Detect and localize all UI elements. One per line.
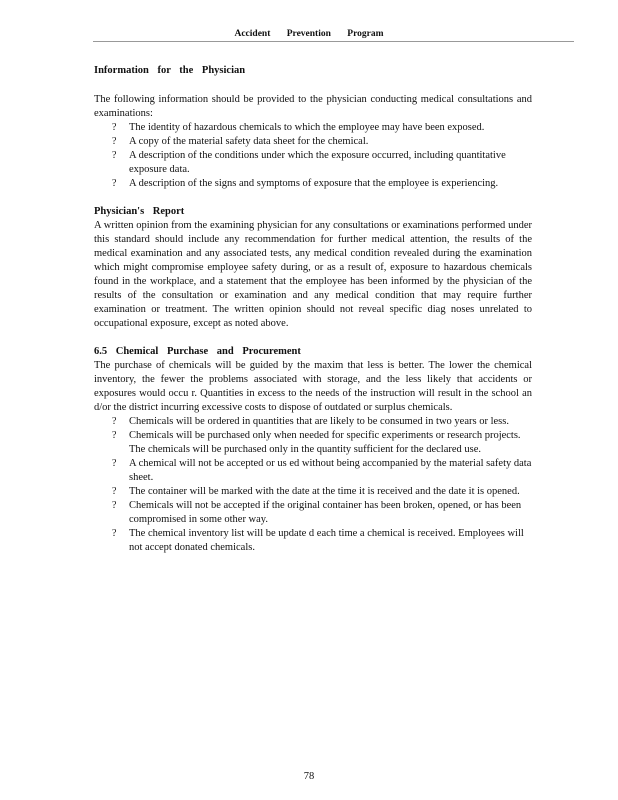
section-intro: The following information should be provided to the physician conducting medical consultations and examinations: — [94, 94, 532, 119]
section-heading: Physician's Report — [94, 206, 185, 217]
page-content — [94, 64, 532, 555]
running-header: Accident Prevention Program — [234, 29, 384, 39]
section-body: The purchase of chemicals will be guided by the maxim that less is better. The lower the chemical inventory, the fewer the problems associated with storage, and the less likely that accidents or exposures would occu r. Quantities in excess to the needs of the instruction will result in the school an d/or the district incurring excessive costs to dispose of outdated or surplus chemicals. — [94, 360, 532, 413]
section-information-for-physician — [94, 64, 532, 191]
list-item-text: The container will be marked with the date at the time it is received and the date it is opened. — [129, 486, 520, 497]
bullet-icon: ? — [112, 528, 117, 539]
list-item-text: The chemical inventory list will be update d each time a chemical is received. Employees will not accept donated chemicals. — [129, 528, 524, 553]
list-item — [94, 457, 532, 485]
bullet-icon: ? — [112, 458, 117, 469]
section-heading: 6.5 Chemical Purchase and Procurement — [94, 346, 301, 357]
list-item — [94, 121, 532, 135]
list-item-text: A description of the conditions under which the exposure occurred, including quantitative exposure data. — [129, 150, 506, 175]
section-body: A written opinion from the examining physician for any consultations or examinations performed under this standard should include any recommendation for further medical attention, the results of the medical examination and any associated tests, any medical condition revealed during the examination which might compromise employee safety during, or as a result of, exposure to hazardous chemicals found in the workplace, and a statement that the employee has been informed by the physician of the results of the consultation or examination and any medical condition that may require further examination or treatment. The written opinion should not reveal specific diag noses unrelated to occupational exposure, except as noted above. — [94, 220, 532, 329]
bullet-list — [94, 121, 532, 191]
list-item — [94, 527, 532, 555]
list-item-text: Chemicals will be ordered in quantities that are likely to be consumed in two years or less. — [129, 416, 509, 427]
list-item-text: Chemicals will be purchased only when needed for specific experiments or research projects. The chemicals will be purchased only in the quantity sufficient for the declared use. — [129, 430, 521, 455]
bullet-icon: ? — [112, 486, 117, 497]
bullet-icon: ? — [112, 136, 117, 147]
bullet-icon: ? — [112, 122, 117, 133]
bullet-icon: ? — [112, 500, 117, 511]
bullet-list — [94, 415, 532, 555]
list-item-text: A description of the signs and symptoms of exposure that the employee is experiencing. — [129, 178, 499, 189]
section-chemical-purchase — [94, 345, 532, 555]
list-item — [94, 177, 532, 191]
list-item — [94, 499, 532, 527]
header-rule — [93, 41, 574, 42]
list-item — [94, 429, 532, 457]
list-item-text: The identity of hazardous chemicals to which the employee may have been exposed. — [129, 122, 485, 133]
list-item-text: A copy of the material safety data sheet for the chemical. — [129, 136, 369, 147]
list-item — [94, 485, 532, 499]
list-item-text: A chemical will not be accepted or us ed without being accompanied by the material safety data sheet. — [129, 458, 532, 483]
bullet-icon: ? — [112, 430, 117, 441]
page-number: 78 — [303, 771, 315, 782]
bullet-icon: ? — [112, 178, 117, 189]
list-item — [94, 149, 532, 177]
list-item — [94, 135, 532, 149]
section-heading: Information for the Physician — [94, 65, 246, 76]
list-item-text: Chemicals will not be accepted if the original container has been broken, opened, or has been compromised in some other way. — [129, 500, 522, 525]
bullet-icon: ? — [112, 150, 117, 161]
list-item — [94, 415, 532, 429]
bullet-icon: ? — [112, 416, 117, 427]
section-physicians-report — [94, 205, 532, 331]
